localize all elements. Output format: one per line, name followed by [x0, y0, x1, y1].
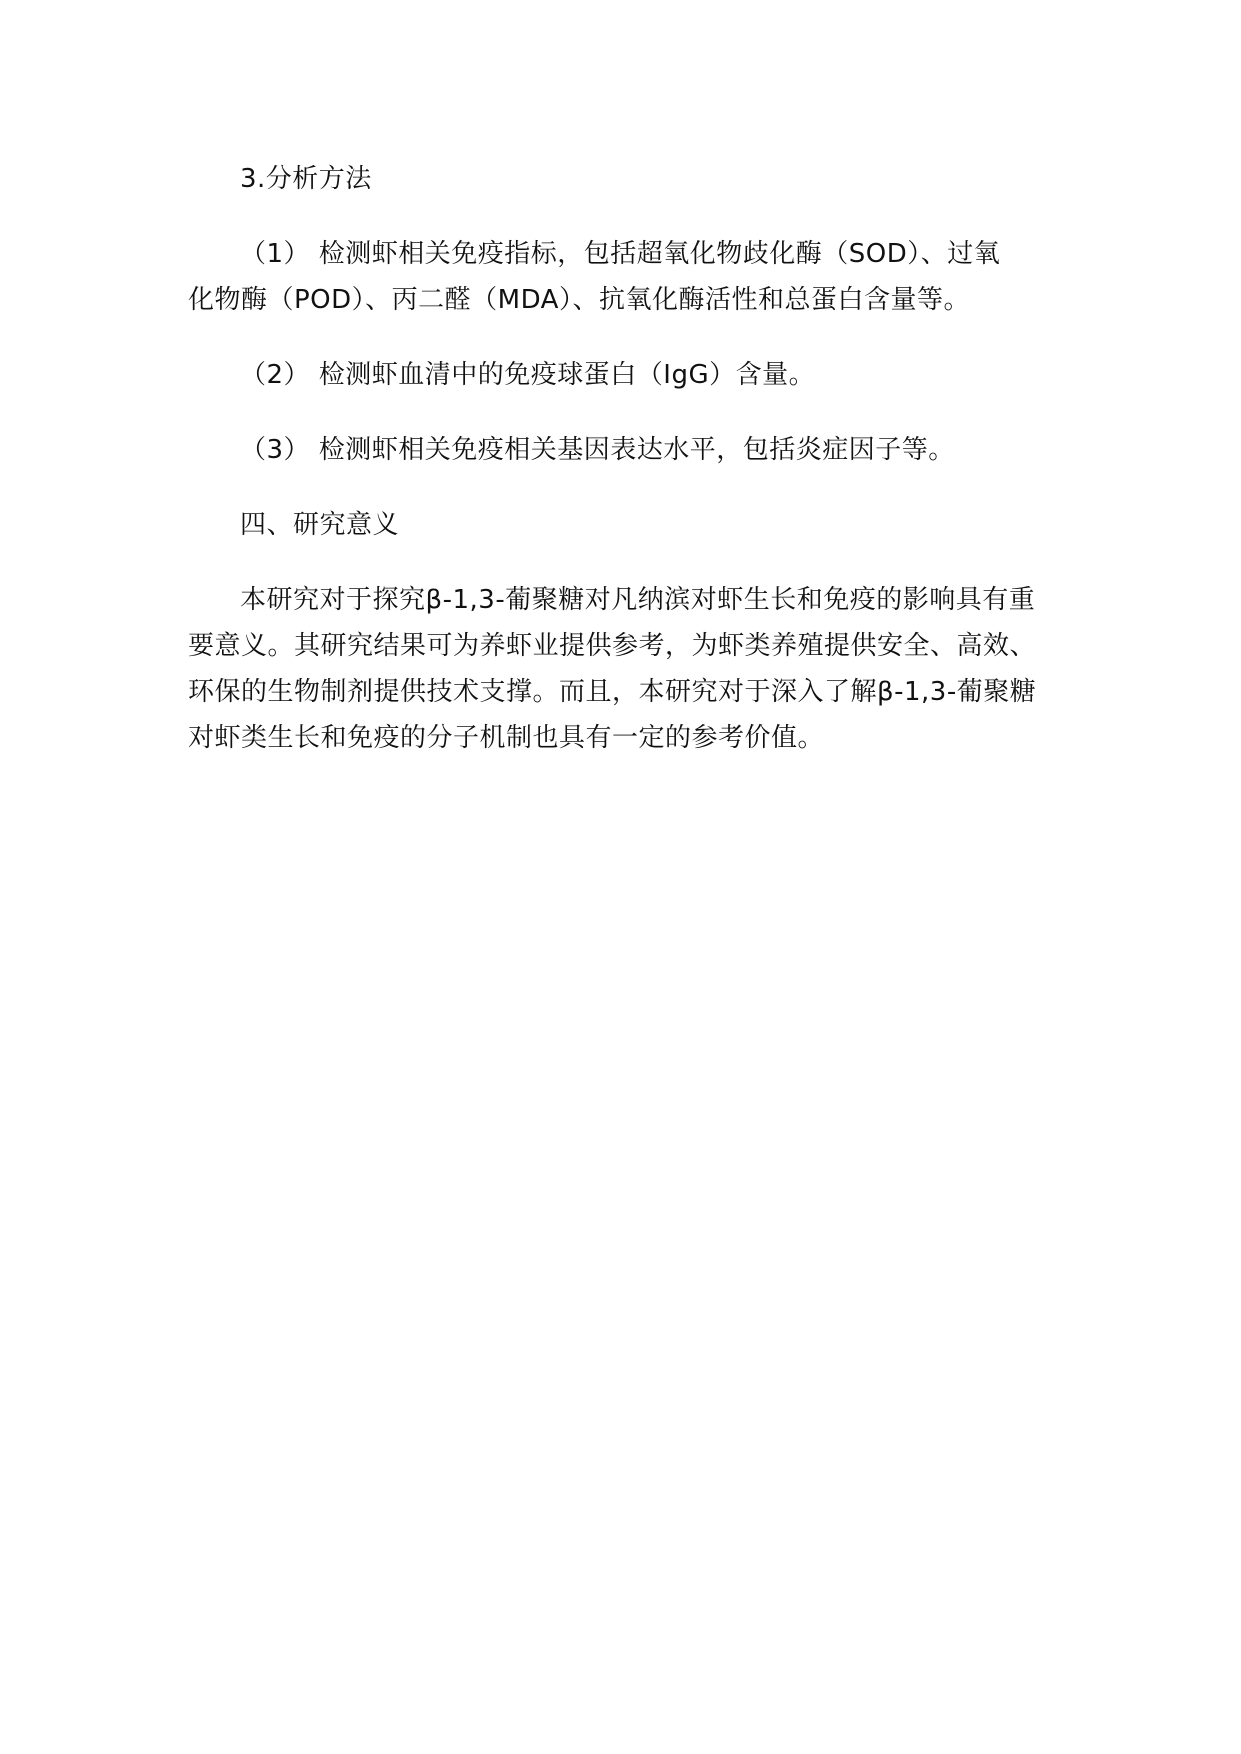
- list-item-gene-expression: （3） 检测虾相关免疫相关基因表达水平，包括炎症因子等。: [240, 435, 955, 465]
- paragraph-line: 环保的生物制剂提供技术支撑。而且，本研究对于深入了解β-1,3-葡聚糖: [188, 677, 1037, 707]
- list-item-line: 化物酶（POD）、丙二醛（MDA）、抗氧化酶活性和总蛋白含量等。: [188, 285, 970, 315]
- paragraph-significance: [188, 577, 1068, 761]
- list-item-immune-indicators: [188, 231, 1068, 323]
- section-heading-analysis-method: 3.分析方法: [240, 164, 372, 194]
- section-heading-significance: 四、研究意义: [240, 510, 400, 540]
- list-item-igg: （2） 检测虾血清中的免疫球蛋白（IgG）含量。: [240, 360, 816, 390]
- list-item-line: （1） 检测虾相关免疫指标，包括超氧化物歧化酶（SOD）、过氧: [240, 239, 1001, 269]
- paragraph-line: 要意义。其研究结果可为养虾业提供参考，为虾类养殖提供安全、高效、: [188, 631, 1037, 661]
- document-body: [188, 156, 1068, 790]
- paragraph-line: 对虾类生长和免疫的分子机制也具有一定的参考价值。: [188, 723, 825, 753]
- paragraph-line: 本研究对于探究β-1,3-葡聚糖对凡纳滨对虾生长和免疫的影响具有重: [240, 585, 1036, 615]
